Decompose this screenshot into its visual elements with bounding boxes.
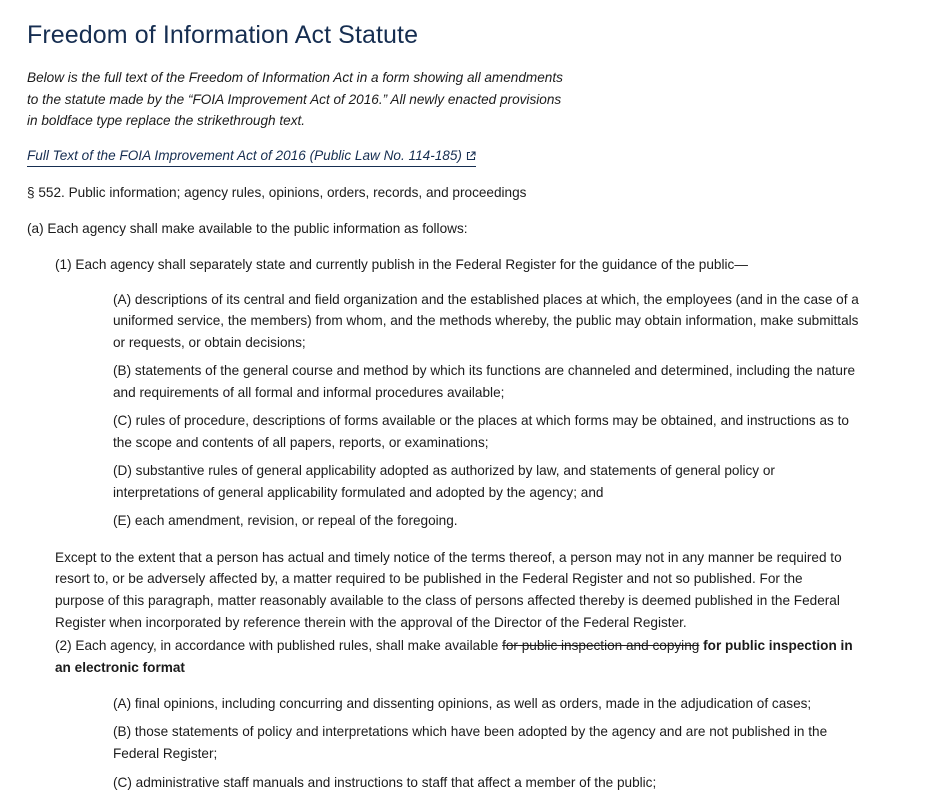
paragraph-1-item: (A) descriptions of its central and field organization and the established places at which, the employees (and in the case of a uniformed service, the members) from whom, and the methods whereby, the public may obtain information, make submittals or requests, or obtain decisions; [113, 291, 859, 350]
full-text-link-label: Full Text of the FOIA Improvement Act of 2016 (Public Law No. 114-185) [27, 147, 462, 163]
enacted-text: for public inspection in an electronic format [55, 638, 853, 676]
paragraph-2 [55, 635, 855, 678]
paragraph-2-item: (A) final opinions, including concurring and dissenting opinions, as well as orders, made in the adjudication of cases; [113, 695, 812, 711]
page-title: Freedom of Information Act Statute [27, 21, 419, 49]
paragraph-1: (1) Each agency shall separately state and currently publish in the Federal Register for the guidance of the public— [55, 256, 748, 272]
paragraph-1-item: (E) each amendment, revision, or repeal of the foregoing. [113, 512, 458, 528]
paragraph-1-item: (D) substantive rules of general applicability adopted as authorized by law, and statements of general policy or interpretations of general applicability formulated and adopted by the agency; and [113, 462, 775, 500]
section-heading: § 552. Public information; agency rules, opinions, orders, records, and proceedings [27, 184, 527, 200]
paragraph-1-item: (B) statements of the general course and method by which its functions are channeled and determined, including the nature and requirements of all formal and informal procedures available; [113, 363, 856, 400]
paragraph-a: (a) Each agency shall make available to the public information as follows: [27, 220, 468, 236]
paragraph-2-lead: (2) Each agency, in accordance with published rules, shall make available [55, 638, 503, 654]
paragraph-2-item: (C) administrative staff manuals and instructions to staff that affect a member of the public; [113, 774, 657, 790]
intro-text: Below is the full text of the Freedom of Information Act in a form showing all amendments to the statute made by the “FOIA Improvement Act of 2016.” All newly enacted provisions in boldface type replace the strikethrough text. [27, 70, 563, 128]
full-text-link[interactable] [27, 146, 476, 167]
paragraph-1-item: (C) rules of procedure, descriptions of forms available or the places at which forms may be obtained, and instructions as to the scope and contents of all papers, reports, or examinations; [113, 413, 849, 450]
paragraph-2-item: (B) those statements of policy and interpretations which have been adopted by the agency and are not published in the Federal Register; [113, 724, 828, 762]
struck-text: for public inspection and copying [502, 638, 700, 654]
external-link-icon [466, 151, 476, 161]
except-paragraph: Except to the extent that a person has actual and timely notice of the terms thereof, a person may not in any manner be required to resort to, or be adversely affected by, a matter required to be published in the Federal Register and not so published. For the purpose of this paragraph, matter reasonably available to the class of persons affected thereby is deemed published in the Federal Register when incorporated by reference therein with the approval of the Director of the Federal Register. [55, 549, 842, 630]
